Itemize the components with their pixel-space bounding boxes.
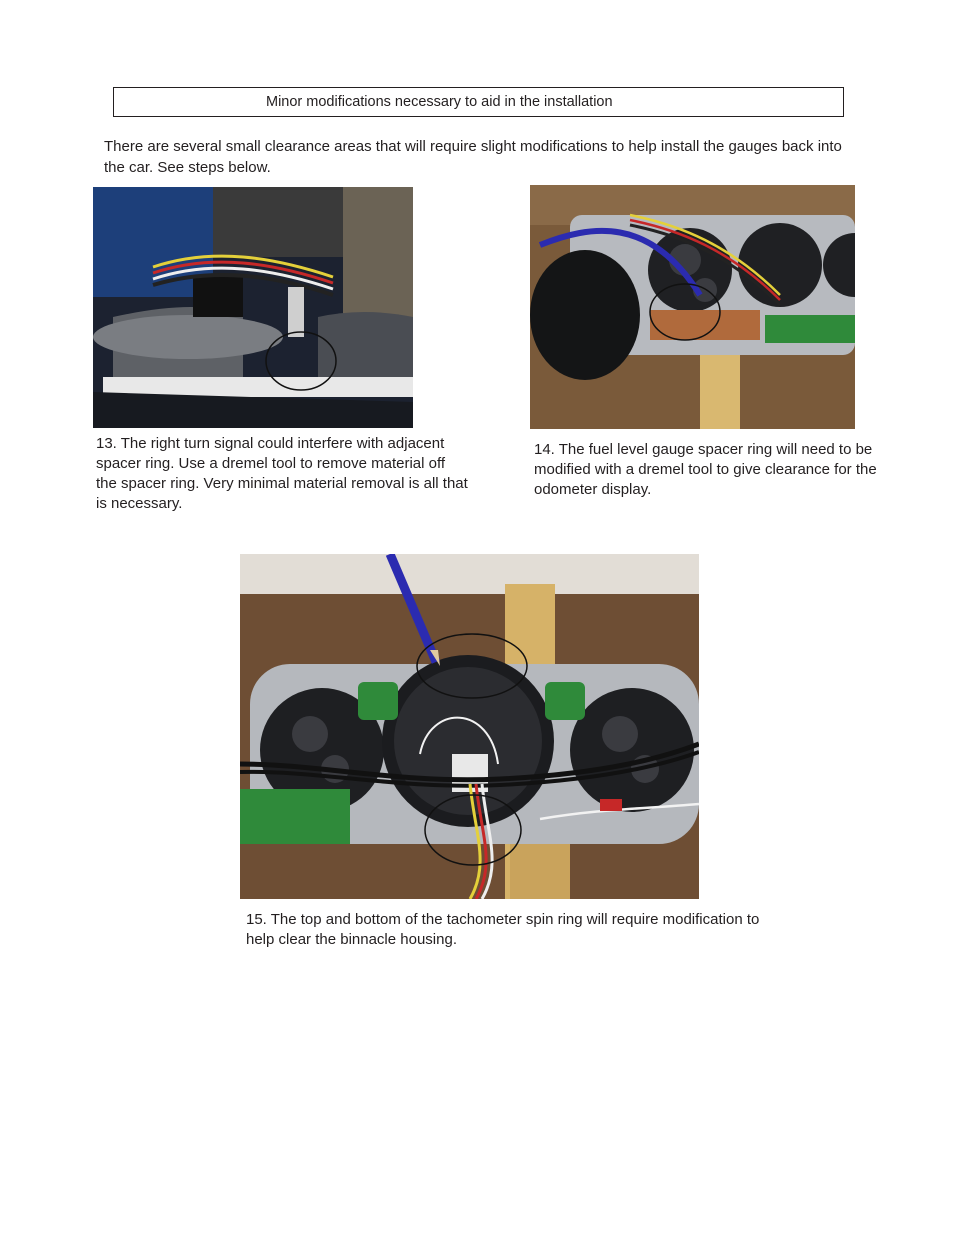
caption-step-13: 13. The right turn signal could interfere with adjacent spacer ring. Use a dremel tool to remove material off the spacer ring. Very minimal material removal is all that is necessary. bbox=[96, 435, 468, 512]
photo-step-15 bbox=[240, 554, 699, 899]
photo-step-14-image bbox=[530, 185, 855, 429]
intro-paragraph: There are several small clearance areas that will require slight modifications to help install the gauges back into the car. See steps below. bbox=[104, 138, 842, 176]
photo-step-13 bbox=[93, 187, 413, 428]
photo-step-15-image bbox=[240, 554, 699, 899]
section-title: Minor modifications necessary to aid in the installation bbox=[266, 94, 613, 110]
caption-step-15: 15. The top and bottom of the tachometer spin ring will require modification to help clear the binnacle housing. bbox=[246, 911, 760, 948]
caption-step-14: 14. The fuel level gauge spacer ring will need to be modified with a dremel tool to give clearance for the odometer display. bbox=[534, 441, 877, 498]
photo-step-14 bbox=[530, 185, 855, 429]
section-title-box bbox=[113, 87, 844, 117]
photo-step-13-image bbox=[93, 187, 413, 428]
